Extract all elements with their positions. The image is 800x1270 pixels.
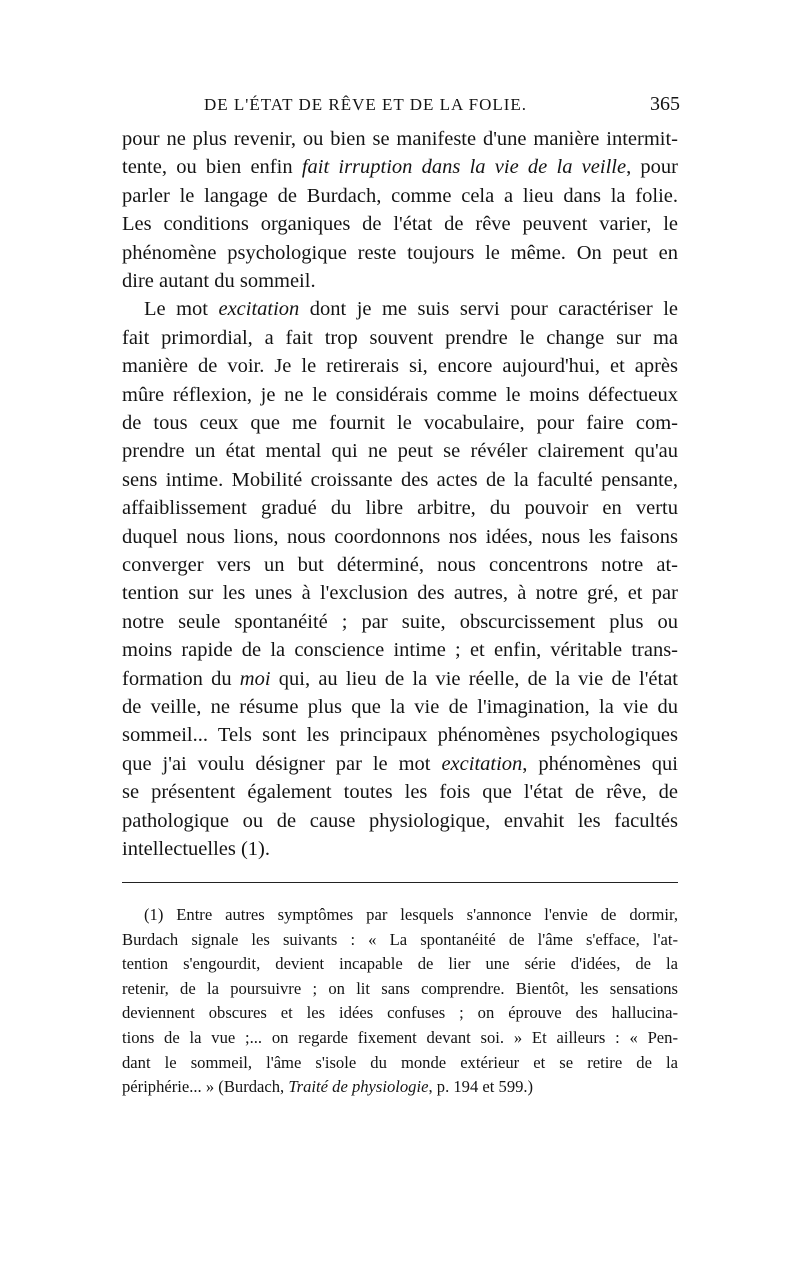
text-line: manière de voir. Je le retirerais si, encore aujourd'hui, et après <box>122 355 678 378</box>
footnote-line: retenir, de la poursuivre ; on lit sans comprendre. Bientôt, les sensations <box>122 978 678 998</box>
text-line: tention sur les unes à l'exclusion des autres, à notre gré, et par <box>122 582 678 605</box>
footnote-line: (1) Entre autres symptômes par lesquels s'annonce l'envie de dormir, <box>144 905 678 924</box>
text-line: intellectuelles (1). <box>122 838 270 860</box>
footnote-line: tention s'engourdit, devient incapable de lier une série d'idées, de la <box>122 954 678 974</box>
text-line: fait primordial, a fait trop souvent prendre le change sur ma <box>122 326 678 349</box>
text-line: Les conditions organiques de l'état de rêve peuvent varier, le <box>122 213 678 236</box>
footnote-line: dant le sommeil, l'âme s'isole du monde extérieur et se retire de la <box>122 1052 678 1072</box>
running-title: DE L'ÉTAT DE RÊVE ET DE LA FOLIE. <box>204 95 528 114</box>
footnote-line: deviennent obscures et les idées confuses ; on éprouve des hallucina- <box>122 1003 678 1023</box>
text-line: sens intime. Mobilité croissante des actes de la faculté pensante, <box>122 468 678 491</box>
text-line: formation du moi qui, au lieu de la vie réelle, de la vie de l'état <box>122 667 678 690</box>
text-line: Le mot excitation dont je me suis servi pour caractériser le <box>144 298 678 321</box>
page-header <box>120 95 688 119</box>
text-line: dire autant du sommeil. <box>122 270 316 292</box>
text-line: tente, ou bien enfin fait irruption dans la vie de la veille, pour <box>122 156 678 179</box>
text-line: duquel nous lions, nous coordonnons nos idées, nous les faisons <box>122 525 678 548</box>
text-line: de tous ceux que me fournit le vocabulaire, pour faire com- <box>122 412 678 434</box>
text-line: notre seule spontanéité ; par suite, obscurcissement plus ou <box>122 610 678 633</box>
text-line: pour ne plus revenir, ou bien se manifeste d'une manière intermit- <box>122 128 678 150</box>
text-line: affaiblissement gradué du libre arbitre, du pouvoir en vertu <box>122 497 678 520</box>
text-line: moins rapide de la conscience intime ; et enfin, véritable trans- <box>122 639 678 662</box>
text-line: sommeil... Tels sont les principaux phénomènes psychologiques <box>122 724 678 747</box>
text-line: phénomène psychologique reste toujours le même. On peut en <box>122 241 678 264</box>
page-number: 365 <box>650 93 680 115</box>
footnote-separator <box>122 882 678 883</box>
text-line: se présentent également toutes les fois que l'état de rêve, de <box>122 781 678 804</box>
footnote-line: Burdach signale les suivants : « La spontanéité de l'âme s'efface, l'at- <box>122 929 678 949</box>
footnote-line: périphérie... » (Burdach, Traité de physiologie, p. 194 et 599.) <box>122 1077 534 1097</box>
text-line: que j'ai voulu désigner par le mot excitation, phénomènes qui <box>122 752 678 775</box>
footnote-line: tions de la vue ;... on regarde fixement devant soi. » Et ailleurs : « Pen- <box>122 1028 678 1047</box>
text-line: mûre réflexion, je ne le considérais comme le moins défectueux <box>122 383 678 406</box>
text-line: de veille, ne résume plus que la vie de l'imagination, la vie du <box>122 696 678 718</box>
text-line: pathologique ou de cause physiologique, envahit les facultés <box>122 809 678 832</box>
text-line: converger vers un but déterminé, nous concentrons notre at- <box>122 554 678 576</box>
text-line: parler le langage de Burdach, comme cela a lieu dans la folie. <box>122 184 678 207</box>
text-line: prendre un état mental qui ne peut se révéler clairement qu'au <box>122 440 678 463</box>
